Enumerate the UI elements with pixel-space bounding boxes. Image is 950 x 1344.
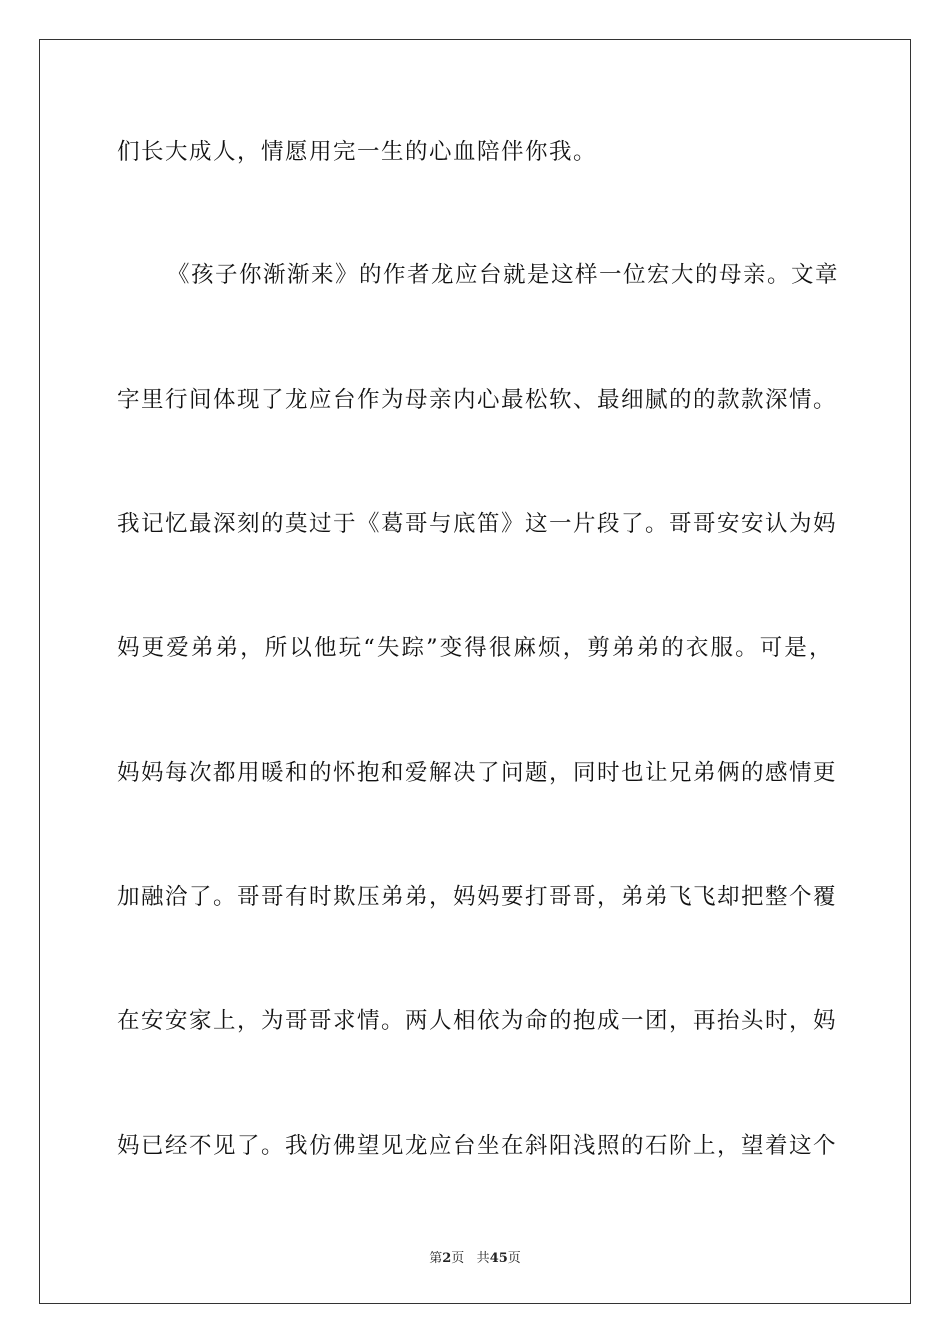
page-border [39,39,911,1304]
total-prefix: 共 [476,1251,490,1266]
text-line-2: 《孩子你渐渐来》的作者龙应台就是这样一位宏大的母亲。文章 [167,262,840,288]
text-line-8: 在安安家上，为哥哥求情。两人相依为命的抱成一团，再抬头时，妈 [117,1008,838,1034]
text-line-3: 字里行间体现了龙应台作为母亲内心最松软、最细腻的的款款深情。 [117,387,838,413]
page-suffix: 页 [451,1251,465,1266]
text-line-4: 我记忆最深刻的莫过于《葛哥与底笛》这一片段了。哥哥安安认为妈 [117,511,838,537]
text-line-5: 妈更爱弟弟，所以他玩“失踪”变得很麻烦，剪弟弟的衣服。可是， [117,635,833,661]
page-number: 2 [442,1251,452,1266]
text-line-9: 妈已经不见了。我仿佛望见龙应台坐在斜阳浅照的石阶上，望着这个 [117,1133,838,1159]
text-line-7: 加融洽了。哥哥有时欺压弟弟，妈妈要打哥哥，弟弟飞飞却把整个覆 [117,884,838,910]
text-line-6: 妈妈每次都用暖和的怀抱和爱解决了问题，同时也让兄弟俩的感情更 [117,760,838,786]
page-prefix: 第 [429,1251,443,1266]
total-suffix: 页 [507,1251,521,1266]
page-footer [0,1247,950,1266]
text-line-1: 们长大成人，情愿用完一生的心血陪伴你我。 [117,139,598,165]
total-pages: 45 [489,1251,508,1266]
